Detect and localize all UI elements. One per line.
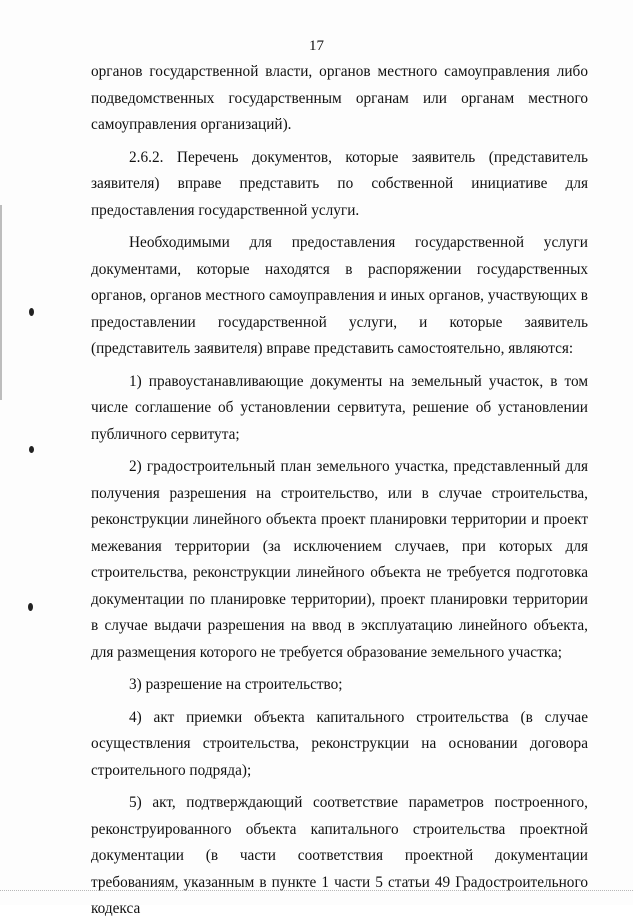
paragraph-continuation: органов государственной власти, органов местного самоуправления либо подведомственных государственным органам или органам местного самоуправления организаций). <box>91 63 588 133</box>
document-body <box>91 59 588 923</box>
list-item-1: 1) правоустанавливающие документы на земельный участок, в том числе соглашение об установлении сервитута, решение об установлении публичного сервитута; <box>91 372 588 443</box>
scan-mark-2 <box>29 446 34 453</box>
scan-mark-3 <box>28 603 33 611</box>
scan-mark-1 <box>29 308 34 316</box>
page-number: 17 <box>309 38 324 54</box>
scan-bottom-artifact <box>0 890 633 892</box>
paragraph-2-6-2: 2.6.2. Перечень документов, которые заявитель (представитель заявителя) вправе представить по собственной инициативе для предоставления государственной услуги. <box>91 148 588 219</box>
list-item-2: 2) градостроительный план земельного участка, представленный для получения разрешения на строительство, или в случае строительства, реконструкции линейного объекта проект планировки территории и проект межевания территории (за исключением случаев, при которых для строительства, реконструкции линейного объекта не требуется подготовка документации по планировке территории), проект планировки территории в случае выдачи разрешения на ввод в эксплуатацию линейного объекта, для размещения которого не требуется образование земельного участка; <box>91 458 588 661</box>
list-item-4: 4) акт приемки объекта капитального строительства (в случае осуществления строительства, реконструкции на основании договора строительного подряда); <box>91 708 588 779</box>
scan-edge-line <box>0 205 2 400</box>
list-item-3: 3) разрешение на строительство; <box>129 676 343 693</box>
paragraph-required-documents: Необходимыми для предоставления государственной услуги документами, которые находятся в распоряжении государственных органов, органов местного самоуправления и иных органов, участвующих в предоставлении государственной услуги, и которые заявитель (представитель заявителя) вправе представить самостоятельно, являются: <box>91 234 588 357</box>
list-item-5: 5) акт, подтверждающий соответствие параметров построенного, реконструированного объекта капитального строительства проектной документации (в части соответствия проектной документации требованиям, указанным в пункте 1 части 5 статьи 49 Градостроительного кодекса <box>91 794 588 917</box>
